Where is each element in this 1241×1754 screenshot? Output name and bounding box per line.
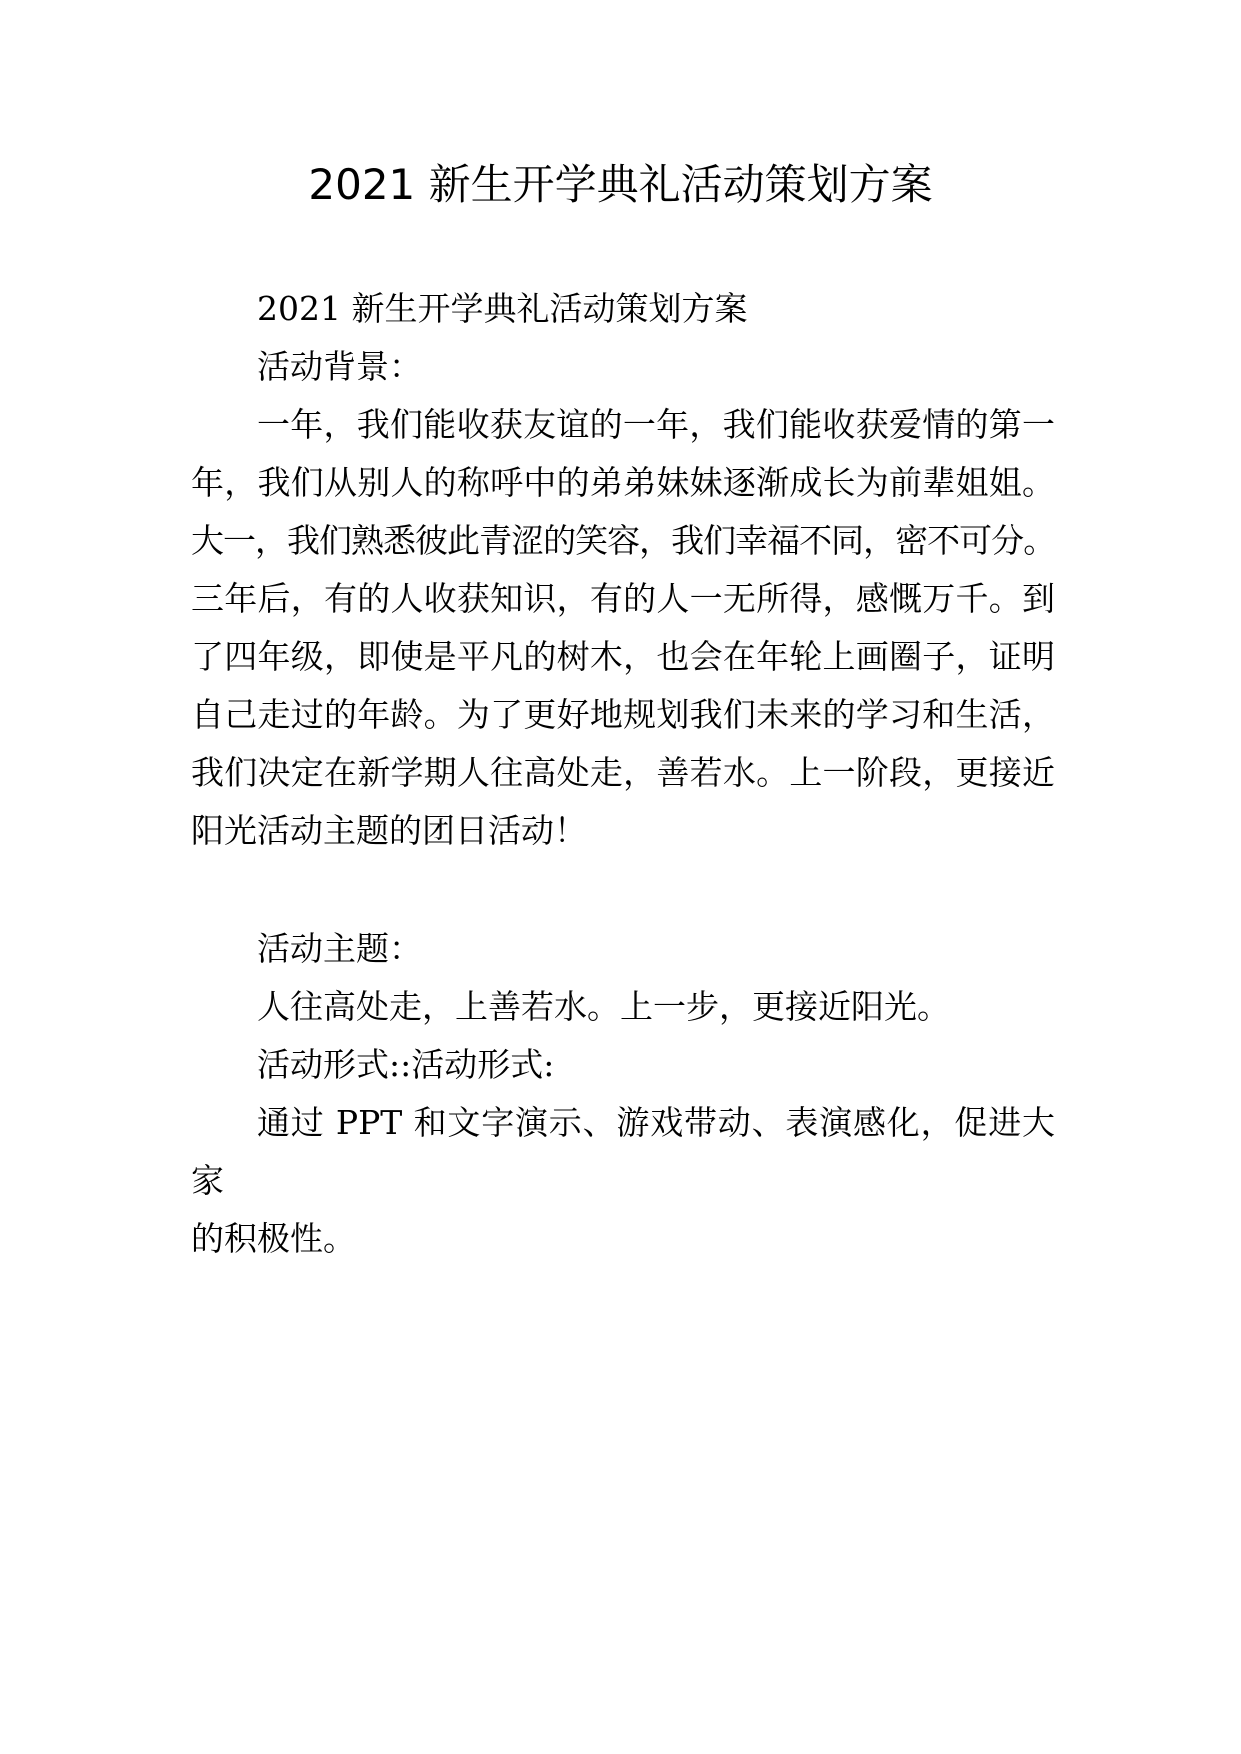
background-line: 自己走过的年龄。为了更好地规划我们未来的学习和生活， <box>191 695 1055 734</box>
form-heading: 活动形式::活动形式: <box>257 1045 555 1084</box>
intro-paragraph: 2021 新生开学典礼活动策划方案 <box>257 289 748 328</box>
document-body <box>191 280 1055 1328</box>
background-line: 年，我们从别人的称呼中的弟弟妹妹逐渐成长为前辈姐姐。 <box>191 463 1055 502</box>
background-line: 大一，我们熟悉彼此青涩的笑容，我们幸福不同，密不可分。 <box>191 521 1055 560</box>
background-line: 三年后，有的人收获知识，有的人一无所得，感慨万千。到 <box>191 579 1055 618</box>
theme-heading: 活动主题： <box>257 929 422 968</box>
background-line: 一年，我们能收获友谊的一年，我们能收获爱情的第一 <box>257 405 1055 444</box>
background-line: 了四年级，即使是平凡的树木，也会在年轮上画圈子，证明 <box>191 637 1055 676</box>
theme-text: 人往高处走，上善若水。上一步，更接近阳光。 <box>257 987 950 1026</box>
document-title: 2021 新生开学典礼活动策划方案 <box>308 160 933 209</box>
form-line: 的积极性。 <box>191 1219 356 1258</box>
background-line: 阳光活动主题的团日活动！ <box>191 811 587 850</box>
form-line: 通过 PPT 和文字演示、游戏带动、表演感化，促进大家 <box>191 1103 1055 1200</box>
background-line: 我们决定在新学期人往高处走，善若水。上一阶段，更接近 <box>191 753 1055 792</box>
form-paragraph <box>191 1094 1055 1268</box>
background-heading: 活动背景： <box>257 347 422 386</box>
background-paragraph <box>191 396 1055 860</box>
